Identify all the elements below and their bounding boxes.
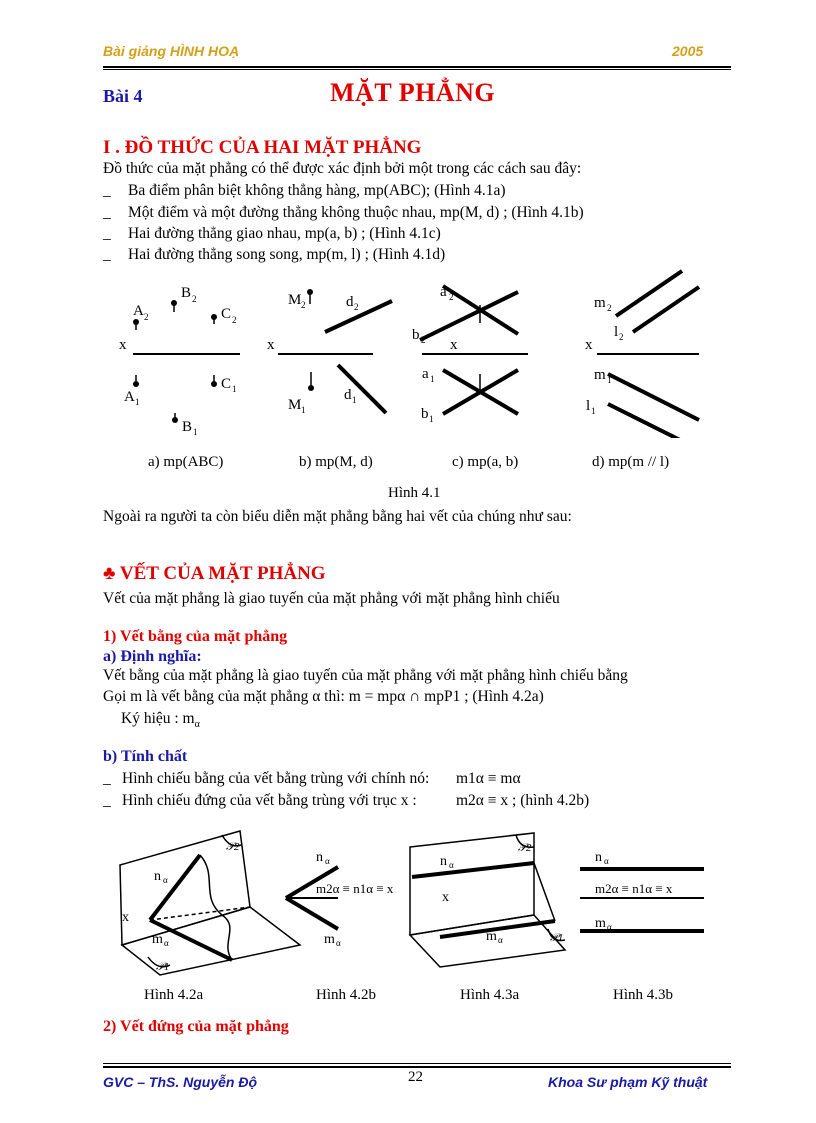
axis-label: x [267,337,275,353]
label-d2: d [346,294,354,310]
list-item: _ [103,770,111,787]
header-left: Bài giảng HÌNH HOẠ [103,43,240,59]
label-C2: C [221,306,232,322]
header-rule [103,66,731,68]
point-C1 [211,381,217,387]
line-l2 [633,287,699,332]
lesson-number: Bài 4 [103,86,143,106]
label-m: m [486,929,497,944]
figure-4-2-4-3 [100,825,720,980]
traces-heading [103,563,326,585]
sub1-heading: 1) Vết bằng của mặt phẳng [103,628,288,645]
label-sub: 1 [607,375,612,385]
figure-caption: Hình 4.3b [613,987,673,1003]
label-a1: a [422,366,429,382]
label-m: m [152,932,163,947]
subcaption-c: c) mp(a, b) [452,454,519,470]
label-A2: A [133,303,144,319]
label-b1: b [421,406,429,422]
label-sub: 1 [301,405,306,415]
label-B2: B [181,285,192,301]
axis-label: x [585,337,593,353]
line-l1 [608,404,684,438]
page-number: 22 [408,1069,423,1085]
sub1-b-heading: b) Tính chất [103,748,188,765]
label-sub: α [498,935,503,945]
trace-m [286,898,338,929]
label-sub: 2 [301,300,306,310]
property-text: Hình chiếu đứng của vết bằng trùng với trục x : [122,792,417,809]
traces-intro: Vết của mặt phẳng là giao tuyến của mặt phẳng với mặt phẳng hình chiếu [103,590,560,607]
label-P1: 𝒫1 [156,961,170,973]
label-sub: 1 [135,397,140,407]
point-A1 [133,381,139,387]
label-n: n [595,850,602,865]
label-m1: m [594,367,606,383]
point-B1 [172,417,178,423]
label-sub: 1 [430,374,435,384]
label-M1: M [288,397,302,413]
subcaption-b: b) mp(M, d) [299,454,373,470]
label-A1: A [124,389,135,405]
definition-line: Gọi m là vết bằng của mặt phẳng α thì: m = mpα ∩ mpP1 ; (Hình 4.2a) [103,688,544,705]
label-m: m [324,932,335,947]
label-sub: 2 [607,303,612,313]
label-b2: b [412,327,420,343]
label-m2: m [594,295,606,311]
axis-label: x [450,337,458,353]
label-n: n [154,869,161,884]
list-item-text: Hai đường thẳng song song, mp(m, l) ; (Hình 4.1d) [128,246,446,263]
footer-rule [103,1066,731,1068]
label-sub: α [336,938,341,948]
subcaption-d: d) mp(m // l) [592,454,670,470]
symbol-line [121,709,200,735]
label-sub: 2 [232,315,237,325]
label-sub: 2 [354,302,359,312]
label-P2: 𝒫2 [226,841,240,853]
label-sub: α [449,860,454,870]
figure-caption: Hình 4.2a [144,987,204,1003]
sub1-a-heading: a) Định nghĩa: [103,648,202,665]
label-B1: B [182,419,193,435]
list-item-text: Một điểm và một đường thẳng không thuộc nhau, mp(M, d) ; (Hình 4.1b) [128,204,584,221]
subcaption-a: a) mp(ABC) [148,454,224,470]
line-b2 [420,292,518,340]
property-formula: m1α ≡ mα [456,770,521,787]
axis-label: x [119,337,127,353]
label-m: m [595,916,606,931]
label-l2: l [614,324,619,340]
list-item: _ [103,225,111,242]
trace-n [412,863,534,877]
trace-n [150,855,200,920]
figure-caption: Hình 4.1 [388,485,441,501]
list-item: _ [103,246,111,263]
point-M2 [307,289,313,295]
label-C1: C [221,376,232,392]
symbol-label: Ký hiệu : m [121,710,195,727]
paragraph: Ngoài ra người ta còn biểu diễn mặt phẳng bằng hai vết của chúng như sau: [103,508,572,525]
label-sub: 2 [619,332,624,342]
label-sub: 2 [192,294,197,304]
curve [200,855,232,960]
edge [534,863,555,921]
point-C2 [211,314,217,320]
label-sub: α [607,922,612,932]
label-sub: 1 [352,395,357,405]
label-sub: α [604,856,609,866]
plane-P1 [122,907,300,975]
point-A2 [133,319,139,325]
figure-caption: Hình 4.3a [460,987,520,1003]
label-M2: M [288,292,302,308]
page-title: MẶT PHẲNG [330,78,496,107]
label-sub: 2 [144,312,149,322]
label-l1: l [586,398,591,414]
label-sub: 1 [429,414,434,424]
footer-right: Khoa Sư phạm Kỹ thuật [548,1074,708,1090]
label-sub: 2 [421,335,426,345]
label-sub: 1 [591,406,596,416]
property-text: Hình chiếu bằng của vết bằng trùng với chính nó: [122,770,430,787]
axis [150,907,250,920]
club-icon: ♣ [103,563,116,584]
label-sub: α [325,856,330,866]
label-sub: α [163,875,168,885]
label-sub: 1 [232,384,237,394]
label-eq: m2α ≡ n1α ≡ x [316,881,394,896]
plane-P2 [410,833,534,935]
label-eq: m2α ≡ n1α ≡ x [595,881,673,896]
point-B2 [171,300,177,306]
sub2-heading: 2) Vết đứng của mặt phẳng [103,1018,289,1035]
label-sub: α [164,938,169,948]
figure-caption: Hình 4.2b [316,987,376,1003]
label-P1: 𝒫1 [550,932,564,944]
label-sub: 1 [193,427,198,437]
label-d1: d [344,387,352,403]
header-rule-thin [103,69,731,70]
line-m2 [616,271,682,316]
footer-left: GVC – ThS. Nguyễn Độ [103,1074,258,1090]
symbol-sub: α [194,719,200,731]
footer-rule-thin [103,1063,731,1064]
list-item: _ [103,182,111,199]
section1-heading: I . ĐỒ THỨC CỦA HAI MẶT PHẲNG [103,137,422,158]
list-item: _ [103,792,111,809]
point-M1 [308,385,314,391]
line-m1 [608,374,699,420]
label-a2: a [440,284,447,300]
definition-line: Vết bằng của mặt phẳng là giao tuyến của mặt phẳng với mặt phẳng hình chiếu bằng [103,667,628,684]
header-right: 2005 [672,43,704,59]
label-x: x [122,910,129,925]
section1-intro: Đồ thức của mặt phẳng có thể được xác định bởi một trong các cách sau đây: [103,160,582,177]
label-sub: 2 [449,292,454,302]
label-n: n [316,850,323,865]
line-d2 [325,301,392,332]
label-P2: 𝒫2 [518,842,532,854]
figure-4-1 [100,268,720,438]
list-item-text: Hai đường thẳng giao nhau, mp(a, b) ; (Hình 4.1c) [128,225,441,242]
list-item: _ [103,204,111,221]
label-n: n [440,854,447,869]
property-formula: m2α ≡ x ; (hình 4.2b) [456,792,590,809]
traces-heading-text: VẾT CỦA MẶT PHẲNG [119,563,326,584]
list-item-text: Ba điểm phân biệt không thẳng hàng, mp(ABC); (Hình 4.1a) [128,182,506,199]
label-x: x [442,890,449,905]
